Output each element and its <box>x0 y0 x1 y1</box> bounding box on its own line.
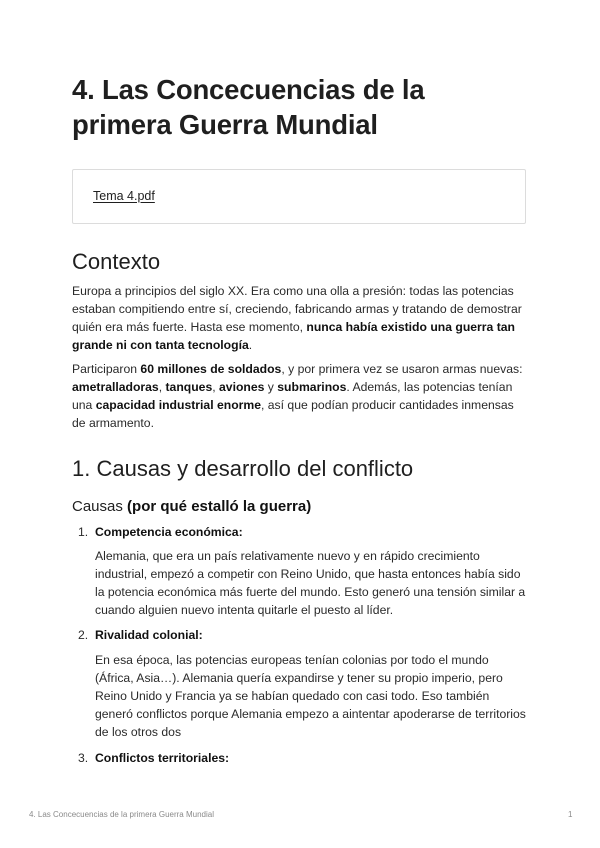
paragraph-contexto-2: Participaron 60 millones de soldados, y por primera vez se usaron armas nuevas: ametralladoras, tanques, aviones y submarinos. Además, las potencias tenían una capacidad industrial enorme, así que podían producir cantidades inmensas de armamento. <box>72 362 523 430</box>
list-item-body: En esa época, las potencias europeas tenían colonias por todo el mundo (África, Asia…). Alemania quería expandirse y tener su propio imperio, pero Reino Unido y Francia ya se habían quedado con casi todo. Eso también generó conflictos porque Alemania empezo a aintentar apoderarse de territorios de los otros dos <box>95 653 526 739</box>
list-item-title: Rivalidad colonial: <box>95 628 203 642</box>
list-number: 1. <box>78 525 89 539</box>
subheading-causas: Causas (por qué estalló la guerra) <box>72 498 312 515</box>
attachment-block <box>72 169 526 224</box>
footer-page-number: 1 <box>568 810 573 819</box>
heading-contexto: Contexto <box>72 249 161 274</box>
paragraph-contexto-1: Europa a principios del siglo XX. Era como una olla a presión: todas las potencias estaban compitiendo entre sí, creciendo, fabricando armas y tratando de demostrar quién era más fuerte. Hasta ese momento, nunca había existido una guerra tan grande ni con tanta tecnología. <box>72 284 522 352</box>
list-item-title: Conflictos territoriales: <box>95 751 230 765</box>
list-number: 2. <box>78 628 89 642</box>
list-number: 3. <box>78 751 89 765</box>
heading-causas-desarrollo: 1. Causas y desarrollo del conflicto <box>72 456 414 481</box>
list-item-body: Alemania, que era un país relativamente nuevo y en rápido crecimiento industrial, empezó a competir con Reino Unido, que hasta entonces había sido la potencia económica más fuerte del mundo. Esto generó una tensión similar a cuando alguien nuevo intenta quitarle el puesto al líder. <box>95 549 526 617</box>
footer-title: 4. Las Concecuencias de la primera Guerra Mundial <box>29 810 214 819</box>
attachment-link[interactable]: Tema 4.pdf <box>93 189 155 203</box>
list-item-title: Competencia económica: <box>95 525 243 539</box>
page-title: 4. Las Concecuencias de la primera Guerra Mundial <box>72 74 425 140</box>
